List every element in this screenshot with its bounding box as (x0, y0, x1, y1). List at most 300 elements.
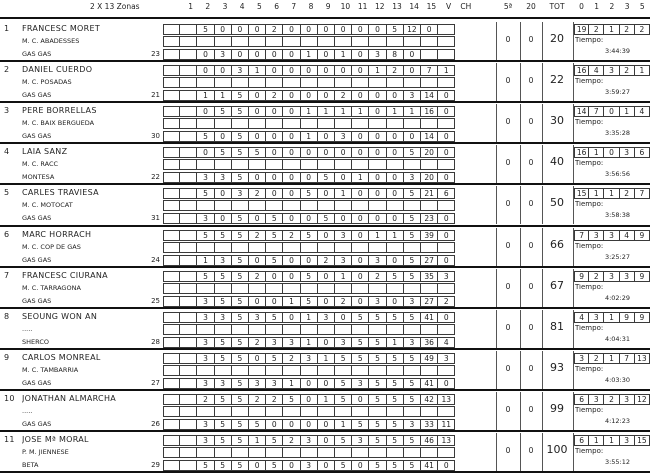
lap2-score: 27 (421, 296, 438, 307)
lap2-score: 0 (249, 460, 266, 471)
blank-cell (352, 447, 369, 458)
blank-cell (232, 200, 249, 211)
column-divider (573, 351, 574, 389)
lap1-score: 0 (352, 188, 369, 199)
blank-cell (421, 77, 438, 88)
blank-cell (197, 324, 214, 335)
rider-dorsal: 31 (151, 215, 160, 223)
count-value: 2 (589, 271, 604, 282)
tiempo-label: Tiempo: (575, 242, 604, 250)
lap1-score: 1 (301, 312, 318, 323)
lap2-score (163, 419, 180, 430)
blank-cell (352, 36, 369, 47)
blank-cell (283, 77, 300, 88)
count-value: 16 (574, 65, 589, 76)
lap2-score: 41 (421, 460, 438, 471)
lap2-score (163, 337, 180, 348)
lap1-score: 0 (352, 24, 369, 35)
blank-cell (163, 200, 180, 211)
row-separator (0, 142, 650, 144)
column-divider (573, 392, 574, 430)
blank-cell (421, 242, 438, 253)
lap2-score (163, 172, 180, 183)
lap1-score: 0 (283, 188, 300, 199)
column-divider (542, 392, 543, 430)
lap1-score (163, 24, 180, 35)
lap2-score: 5 (197, 131, 214, 142)
blank-cell (215, 118, 232, 129)
lap2-score: 0 (197, 49, 214, 60)
column-divider (542, 186, 543, 224)
lap2-score (163, 90, 180, 101)
lap1-score: 5 (232, 312, 249, 323)
time-value: 3:56:56 (604, 171, 630, 179)
blank-cell (335, 118, 352, 129)
lap2-score: 0 (352, 296, 369, 307)
row-separator (0, 389, 650, 391)
blank-cell (163, 159, 180, 170)
blank-cell (438, 406, 455, 417)
lap2-score (180, 213, 197, 224)
lap2-score: 0 (404, 49, 421, 60)
zone-header: 4 (239, 3, 245, 11)
lap1-score: 5 (301, 188, 318, 199)
count-value: 9 (635, 271, 650, 282)
lap2-score (180, 255, 197, 266)
rider-club: M. C. ABADESSES (22, 38, 80, 45)
blank-cell (335, 159, 352, 170)
lap2-score (163, 213, 180, 224)
lap2-score: 5 (387, 419, 404, 430)
fives-value: 0 (505, 200, 511, 209)
blank-cell (249, 283, 266, 294)
blank-cell (438, 447, 455, 458)
lap2-score: 0 (387, 172, 404, 183)
blank-cell (301, 447, 318, 458)
lap2-score: 5 (404, 213, 421, 224)
lap2-score: 5 (318, 172, 335, 183)
count-value: 13 (635, 353, 650, 364)
header-title: 2 X 13 Zonas (90, 3, 140, 11)
lap1-score: 0 (352, 65, 369, 76)
blank-cell (387, 200, 404, 211)
blank-cell (404, 200, 421, 211)
lap2-score (180, 90, 197, 101)
zone-header: 6 (274, 3, 279, 11)
lap1-score (180, 65, 197, 76)
count-value: 1 (589, 188, 604, 199)
lap1-score: 5 (369, 435, 386, 446)
lap1-score: 1 (318, 106, 335, 117)
lap2-score: 5 (369, 378, 386, 389)
column-divider (573, 228, 574, 266)
tot-header: TOT (549, 3, 565, 11)
count-value: 3 (574, 353, 589, 364)
blank-cell (232, 36, 249, 47)
blank-cell (301, 406, 318, 417)
lap2-score: 5 (232, 296, 249, 307)
lap2-score: 41 (421, 378, 438, 389)
blank-cell (387, 365, 404, 376)
zone-header: 10 (340, 3, 351, 11)
column-divider (520, 63, 521, 101)
lap2-score: 0 (318, 49, 335, 60)
time-value: 3:55:12 (604, 459, 630, 466)
column-divider (542, 228, 543, 266)
lap2-score: 0 (266, 419, 283, 430)
lap2-score: 5 (232, 337, 249, 348)
row-separator (0, 183, 650, 185)
rider-club: M. C. POSADAS (22, 79, 72, 87)
rider-moto: BETA (22, 462, 39, 469)
lap1-score: 5 (197, 271, 214, 282)
lap2-score: 3 (215, 172, 232, 183)
count-header: 3 (624, 3, 630, 11)
blank-cell (387, 118, 404, 129)
lap2-score: 0 (387, 90, 404, 101)
blank-cell (369, 118, 386, 129)
count-value: 15 (635, 435, 650, 446)
blank-cell (318, 159, 335, 170)
lap2-score: 0 (301, 90, 318, 101)
lap1-score (163, 435, 180, 446)
lap1-score: 5 (215, 147, 232, 158)
lap2-score: 3 (369, 49, 386, 60)
blank-cell (318, 447, 335, 458)
rider-name: FRANCESC MORET (22, 25, 101, 33)
lap2-score: 1 (301, 131, 318, 142)
lap2-score: 0 (387, 213, 404, 224)
tiempo-label: Tiempo: (575, 119, 604, 127)
lap2-score: 5 (369, 460, 386, 471)
rider-position: 7 (4, 271, 10, 280)
twenty-value: 0 (528, 77, 534, 86)
count-value: 9 (635, 230, 650, 241)
lap2-score: 5 (387, 460, 404, 471)
blank-cell (283, 159, 300, 170)
rider-position: 4 (4, 148, 10, 157)
lap2-score (180, 172, 197, 183)
blank-cell (180, 36, 197, 47)
count-value: 1 (604, 353, 619, 364)
twenty-value: 0 (528, 159, 534, 168)
blank-cell (215, 406, 232, 417)
lap2-score (163, 460, 180, 471)
column-divider (542, 433, 543, 471)
blank-cell (215, 159, 232, 170)
lap2-score: 2 (335, 296, 352, 307)
lap2-score (163, 131, 180, 142)
lap1-score: 3 (232, 65, 249, 76)
count-value: 4 (635, 106, 650, 117)
rider-position: 3 (4, 107, 10, 116)
count-value: 19 (574, 24, 589, 35)
ch-header: CH (460, 3, 472, 11)
blank-cell (215, 242, 232, 253)
count-value: 2 (620, 24, 635, 35)
blank-cell (232, 159, 249, 170)
blank-cell (404, 365, 421, 376)
lap1-score: 5 (404, 230, 421, 241)
lap2-score: 1 (335, 419, 352, 430)
lap2-score: 3 (197, 296, 214, 307)
blank-cell (215, 77, 232, 88)
blank-cell (266, 200, 283, 211)
total-value: 22 (550, 74, 564, 87)
lap1-score: 3 (438, 271, 455, 282)
lap2-score: 3 (197, 337, 214, 348)
rider-position: 8 (4, 312, 10, 321)
lap2-score: 0 (249, 131, 266, 142)
column-divider (573, 104, 574, 142)
count-value: 3 (589, 312, 604, 323)
total-value: 99 (550, 402, 564, 415)
lap1-score: 0 (369, 106, 386, 117)
rider-moto: GAS GAS (22, 420, 52, 428)
lap1-score: 3 (352, 435, 369, 446)
blank-cell (232, 283, 249, 294)
tiempo-label: Tiempo: (575, 324, 604, 332)
column-divider (520, 433, 521, 471)
lap1-score: 5 (215, 435, 232, 446)
row-separator (0, 430, 650, 432)
lap1-score: 6 (438, 188, 455, 199)
blank-cell (266, 447, 283, 458)
blank-cell (163, 118, 180, 129)
blank-cell (352, 406, 369, 417)
lap1-score: 0 (318, 24, 335, 35)
lap1-score: 42 (421, 394, 438, 405)
lap1-score: 5 (404, 312, 421, 323)
blank-cell (335, 242, 352, 253)
lap2-score: 0 (318, 337, 335, 348)
blank-cell (197, 118, 214, 129)
lap2-score: 0 (438, 90, 455, 101)
lap1-score: 1 (335, 188, 352, 199)
blank-cell (369, 36, 386, 47)
lap2-score: 2 (266, 90, 283, 101)
lap2-score: 3 (249, 378, 266, 389)
rider-moto: GAS GAS (22, 51, 52, 58)
column-divider (496, 228, 497, 266)
total-value: 40 (550, 156, 564, 169)
lap2-score: 5 (215, 460, 232, 471)
lap2-score: 0 (266, 296, 283, 307)
row-separator (0, 101, 650, 103)
blank-cell (249, 159, 266, 170)
lap1-score: 0 (369, 188, 386, 199)
count-value: 2 (589, 353, 604, 364)
lap2-score: 1 (283, 296, 300, 307)
time-value: 3:44:39 (604, 48, 630, 55)
lap1-score: 0 (283, 65, 300, 76)
twenty-header: 20 (526, 3, 536, 11)
lap2-score: 27 (421, 255, 438, 266)
lap2-score: 0 (283, 460, 300, 471)
blank-cell (421, 365, 438, 376)
blank-cell (232, 406, 249, 417)
blank-cell (335, 77, 352, 88)
blank-cell (301, 324, 318, 335)
lap1-score: 3 (232, 188, 249, 199)
twenty-value: 0 (528, 200, 534, 209)
lap1-score (180, 147, 197, 158)
lap2-score: 3 (215, 255, 232, 266)
zone-header: 5 (257, 3, 262, 11)
lap2-score: 3 (369, 255, 386, 266)
count-value: 1 (604, 435, 619, 446)
blank-cell (180, 324, 197, 335)
rider-moto: MONTESA (22, 174, 55, 182)
lap1-score (180, 271, 197, 282)
lap2-score (180, 296, 197, 307)
lap1-score: 1 (387, 106, 404, 117)
lap1-score: 5 (335, 353, 352, 364)
lap1-score (180, 312, 197, 323)
lap2-score: 0 (266, 49, 283, 60)
blank-cell (180, 118, 197, 129)
column-divider (573, 145, 574, 183)
lap1-score (180, 106, 197, 117)
lap2-score (163, 296, 180, 307)
blank-cell (404, 406, 421, 417)
lap1-score: 1 (301, 106, 318, 117)
lap1-score (180, 435, 197, 446)
blank-cell (438, 200, 455, 211)
lap1-score: 5 (232, 271, 249, 282)
lap2-score: 5 (197, 460, 214, 471)
lap1-score: 5 (387, 394, 404, 405)
lap1-score: 0 (438, 106, 455, 117)
blank-cell (301, 159, 318, 170)
rider-name: MARC HORRACH (22, 230, 92, 239)
lap2-score: 5 (369, 419, 386, 430)
blank-cell (318, 406, 335, 417)
lap2-score: 0 (335, 172, 352, 183)
total-value: 66 (550, 238, 564, 251)
lap2-score: 0 (438, 172, 455, 183)
blank-cell (352, 159, 369, 170)
time-value: 3:25:27 (604, 253, 630, 261)
lap2-score (163, 255, 180, 266)
blank-cell (197, 36, 214, 47)
count-value: 7 (589, 106, 604, 117)
lap1-score: 0 (421, 24, 438, 35)
lap1-score: 2 (249, 188, 266, 199)
rider-name: PERE BORRELLAS (22, 107, 97, 116)
rider-name: CARLES TRAVIESA (22, 189, 99, 198)
blank-cell (387, 36, 404, 47)
zone-header: 11 (357, 3, 368, 11)
fives-value: 0 (505, 447, 511, 455)
tiempo-label: Tiempo: (575, 448, 604, 455)
blank-cell (180, 242, 197, 253)
blank-cell (421, 200, 438, 211)
fives-value: 0 (505, 282, 511, 291)
blank-cell (180, 447, 197, 458)
blank-cell (369, 324, 386, 335)
lap2-score: 36 (421, 337, 438, 348)
lap1-score: 3 (438, 353, 455, 364)
column-divider (496, 351, 497, 389)
blank-cell (283, 200, 300, 211)
column-divider (496, 186, 497, 224)
rider-club: ..... (22, 325, 33, 333)
column-divider (496, 145, 497, 183)
lap2-score: 0 (283, 49, 300, 60)
rider-club: ..... (22, 407, 33, 415)
twenty-value: 0 (528, 118, 534, 127)
lap2-score: 5 (266, 460, 283, 471)
lap2-score: 0 (266, 131, 283, 142)
lap2-score: 0 (369, 90, 386, 101)
lap2-score (438, 49, 455, 60)
lap2-score: 0 (283, 90, 300, 101)
blank-cell (404, 159, 421, 170)
lap1-score: 0 (318, 271, 335, 282)
count-value: 1 (620, 106, 635, 117)
blank-cell (421, 118, 438, 129)
count-value: 16 (574, 147, 589, 158)
lap1-score: 13 (438, 435, 455, 446)
lap1-score: 1 (352, 106, 369, 117)
lap1-score: 1 (387, 230, 404, 241)
tiempo-label: Tiempo: (575, 365, 604, 373)
lap1-score: 0 (266, 147, 283, 158)
lap1-score: 39 (421, 230, 438, 241)
lap1-score: 0 (232, 24, 249, 35)
lap1-score: 2 (283, 353, 300, 364)
blank-cell (301, 200, 318, 211)
lap2-score: 0 (318, 460, 335, 471)
lap1-score (163, 65, 180, 76)
lap1-score: 46 (421, 435, 438, 446)
lap1-score: 0 (266, 106, 283, 117)
rider-name: SEOUNG WON AN (22, 312, 98, 321)
count-value: 3 (604, 271, 619, 282)
lap2-score: 0 (283, 419, 300, 430)
lap2-score: 5 (335, 460, 352, 471)
rider-club: M. C. MOTOCAT (22, 202, 73, 210)
lap2-score: 5 (266, 255, 283, 266)
blank-cell (283, 283, 300, 294)
total-value: 100 (546, 444, 568, 456)
lap1-score: 21 (421, 188, 438, 199)
blank-cell (438, 242, 455, 253)
lap1-score (163, 147, 180, 158)
blank-cell (404, 283, 421, 294)
lap1-score: 0 (352, 230, 369, 241)
lap2-score: 0 (283, 255, 300, 266)
lap2-score: 5 (387, 378, 404, 389)
lap1-score: 3 (197, 353, 214, 364)
lap2-score (180, 460, 197, 471)
blank-cell (335, 447, 352, 458)
lap2-score: 0 (352, 131, 369, 142)
count-value: 1 (604, 24, 619, 35)
blank-cell (266, 406, 283, 417)
lap1-score: 5 (215, 353, 232, 364)
lap2-score: 5 (404, 255, 421, 266)
twenty-value: 0 (528, 241, 534, 250)
blank-cell (421, 283, 438, 294)
count-value: 3 (620, 147, 635, 158)
lap1-score: 0 (197, 147, 214, 158)
blank-cell (438, 118, 455, 129)
fives-value: 0 (505, 118, 511, 127)
lap2-score: 23 (421, 213, 438, 224)
blank-cell (266, 283, 283, 294)
